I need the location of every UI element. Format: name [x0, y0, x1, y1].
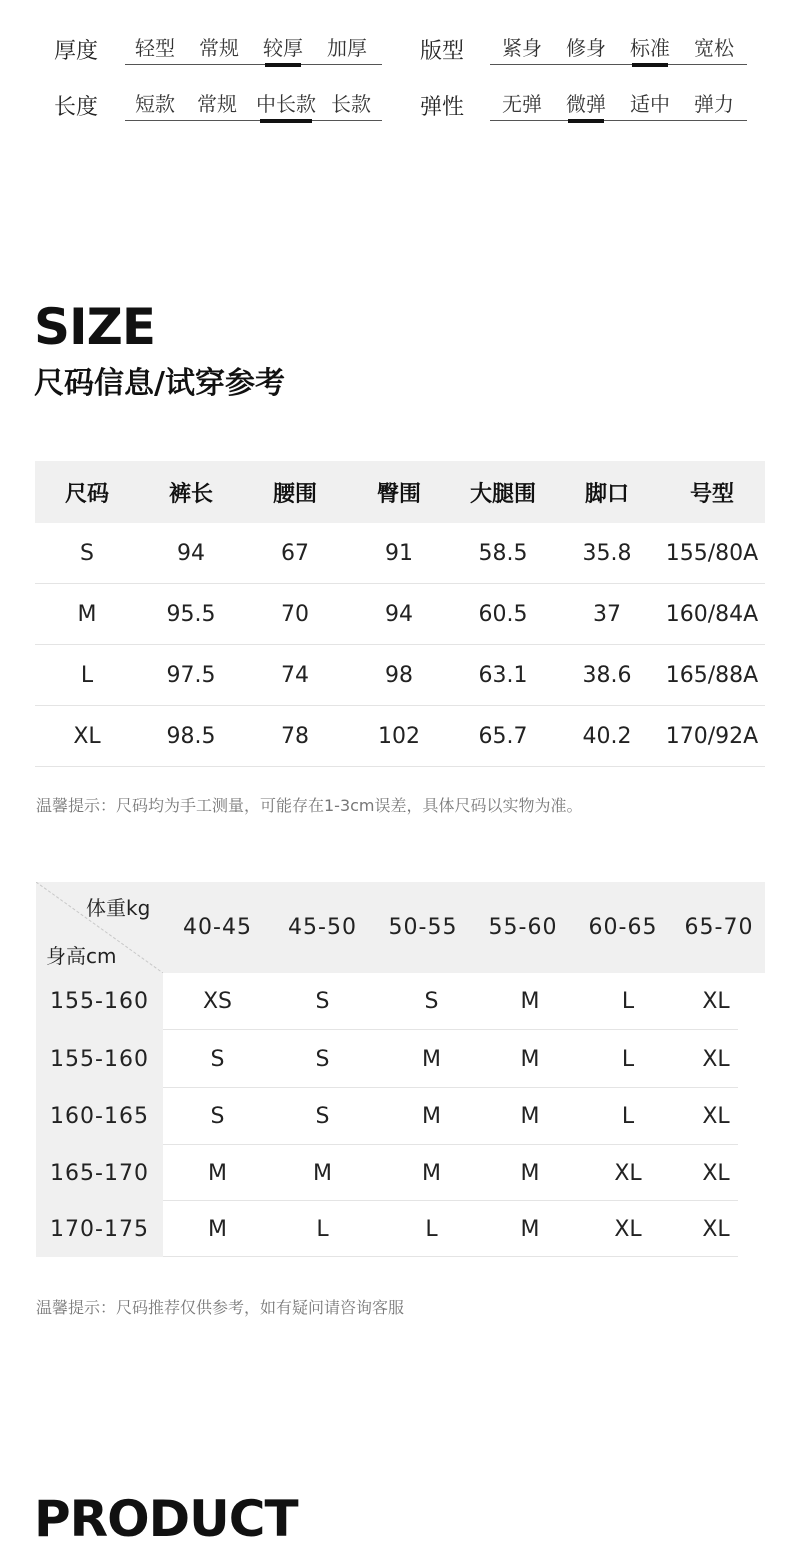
size-cell: S	[315, 989, 330, 1014]
elasticity-option[interactable]: 弹力	[694, 92, 734, 116]
size-cell: XL	[614, 1160, 642, 1186]
table-cell: 37	[593, 601, 621, 627]
table-cell: 78	[281, 723, 309, 749]
weight-range: 60-65	[588, 915, 658, 940]
table-cell: 67	[281, 540, 309, 566]
size-cell: S	[315, 1104, 330, 1129]
table-cell: 58.5	[478, 540, 528, 566]
table-cell: S	[80, 540, 94, 566]
size-title: SIZE	[34, 298, 156, 356]
header-cell: 腰围	[272, 481, 317, 507]
table-cell: 98	[385, 662, 413, 688]
table-cell: L	[80, 662, 94, 688]
corner-cell	[36, 882, 163, 973]
table-cell: 35.8	[582, 540, 632, 566]
table-cell: 60.5	[478, 601, 528, 627]
size-cell: S	[210, 1104, 225, 1129]
weight-axis-label: 体重kg	[86, 896, 151, 920]
length-option-selected[interactable]: 中长款	[248, 88, 324, 117]
table-cell: 70	[281, 601, 309, 627]
size-cell: XS	[202, 989, 233, 1014]
size-cell: M	[520, 989, 540, 1014]
row-divider	[163, 1256, 738, 1257]
size-cell: M	[520, 1216, 540, 1242]
table-cell: 102	[378, 723, 420, 749]
size-cell: XL	[702, 989, 730, 1014]
table-cell: 74	[281, 662, 309, 688]
table-cell: 63.1	[478, 662, 528, 688]
header-cell: 裤长	[168, 481, 213, 507]
length-option[interactable]: 长款	[331, 92, 371, 116]
length-option[interactable]: 常规	[197, 92, 237, 116]
size-recommendation-table	[36, 882, 765, 1242]
table-cell: 160/84A	[665, 601, 759, 627]
size-cell: XL	[702, 1216, 730, 1242]
recommendation-row	[36, 1088, 738, 1145]
table-cell: 94	[177, 540, 205, 566]
size-cell: L	[621, 1046, 635, 1072]
height-range: 165-170	[36, 1145, 163, 1201]
height-axis-label: 身高cm	[46, 944, 117, 968]
recommendation-header	[36, 882, 765, 973]
table-cell: 97.5	[166, 662, 216, 688]
size-cell: M	[422, 1104, 441, 1129]
table-cell: 170/92A	[665, 723, 759, 749]
size-cell: L	[621, 1104, 635, 1129]
elasticity-label: 弹性	[420, 95, 465, 120]
table-cell: 40.2	[582, 723, 632, 749]
fit-option[interactable]: 宽松	[694, 36, 734, 60]
elasticity-option[interactable]: 无弹	[502, 92, 542, 116]
table-cell: 165/88A	[665, 662, 759, 688]
recommendation-row	[36, 1201, 738, 1257]
size-cell: XL	[702, 1160, 730, 1186]
thickness-option[interactable]: 轻型	[135, 36, 175, 60]
size-cell: S	[424, 989, 439, 1014]
attr-row-2	[0, 86, 800, 126]
weight-range: 40-45	[183, 915, 252, 940]
size-cell: M	[520, 1046, 540, 1072]
table-cell: XL	[73, 723, 101, 749]
elasticity-option-selected[interactable]: 微弹	[556, 88, 616, 117]
size-cell: L	[316, 1216, 329, 1242]
size-cell: M	[422, 1160, 441, 1186]
table-row	[35, 706, 765, 767]
weight-range: 65-70	[684, 915, 754, 940]
recommendation-note: 温馨提示：尺码推荐仅供参考，如有疑问请咨询客服	[36, 1298, 405, 1317]
table-cell: M	[77, 601, 97, 627]
fit-option[interactable]: 紧身	[502, 36, 542, 60]
size-cell: M	[422, 1046, 441, 1072]
header-cell: 号型	[689, 481, 734, 507]
table-cell: 91	[385, 540, 413, 566]
table-cell: 98.5	[166, 723, 216, 749]
fit-label: 版型	[420, 39, 465, 64]
height-range: 155-160	[36, 1030, 163, 1088]
size-cell: M	[520, 1104, 540, 1129]
thickness-option-selected[interactable]: 较厚	[253, 32, 313, 61]
size-cell: L	[425, 1216, 438, 1242]
thickness-option[interactable]: 加厚	[327, 36, 367, 60]
size-cell: M	[208, 1160, 227, 1186]
weight-range: 55-60	[488, 915, 558, 940]
height-range: 160-165	[36, 1088, 163, 1145]
length-label: 长度	[54, 95, 99, 120]
recommendation-row	[36, 973, 738, 1030]
size-cell: M	[313, 1160, 332, 1186]
thickness-label: 厚度	[54, 39, 99, 64]
size-cell: L	[621, 989, 635, 1014]
size-cell: M	[208, 1216, 227, 1242]
header-cell: 臀围	[376, 481, 421, 507]
size-subtitle: 尺码信息/试穿参考	[34, 366, 285, 401]
product-title: PRODUCT	[34, 1490, 298, 1548]
attr-row-1	[0, 30, 800, 70]
length-options	[125, 86, 382, 121]
size-cell: XL	[614, 1216, 642, 1242]
recommendation-row	[36, 1145, 738, 1201]
size-table-header	[35, 461, 765, 523]
fit-option-selected[interactable]: 标准	[620, 32, 680, 61]
fit-options	[490, 30, 747, 65]
table-row	[35, 584, 765, 645]
header-cell: 尺码	[64, 481, 109, 507]
elasticity-option[interactable]: 适中	[630, 92, 670, 116]
size-cell: XL	[702, 1046, 730, 1072]
height-range: 155-160	[36, 973, 163, 1030]
recommendation-row	[36, 1030, 738, 1088]
table-cell: 155/80A	[665, 540, 759, 566]
elasticity-options	[490, 86, 747, 121]
length-option[interactable]: 短款	[135, 92, 175, 116]
size-table	[35, 461, 765, 767]
table-row	[35, 645, 765, 706]
header-cell: 脚口	[584, 481, 629, 507]
thickness-option[interactable]: 常规	[199, 36, 239, 60]
table-cell: 38.6	[582, 662, 632, 688]
size-cell: S	[210, 1046, 225, 1072]
size-cell: XL	[702, 1104, 730, 1129]
weight-range: 50-55	[388, 915, 458, 940]
thickness-options	[125, 30, 382, 65]
table-cell: 94	[385, 601, 413, 627]
size-note: 温馨提示：尺码均为手工测量，可能存在1-3cm误差，具体尺码以实物为准。	[36, 796, 583, 815]
header-cell: 大腿围	[469, 481, 536, 507]
size-cell: S	[315, 1046, 330, 1072]
table-cell: 65.7	[478, 723, 528, 749]
height-range: 170-175	[36, 1201, 163, 1257]
table-row	[35, 523, 765, 584]
size-cell: M	[520, 1160, 540, 1186]
fit-option[interactable]: 修身	[566, 36, 606, 60]
weight-range: 45-50	[288, 915, 357, 940]
table-cell: 95.5	[166, 601, 216, 627]
